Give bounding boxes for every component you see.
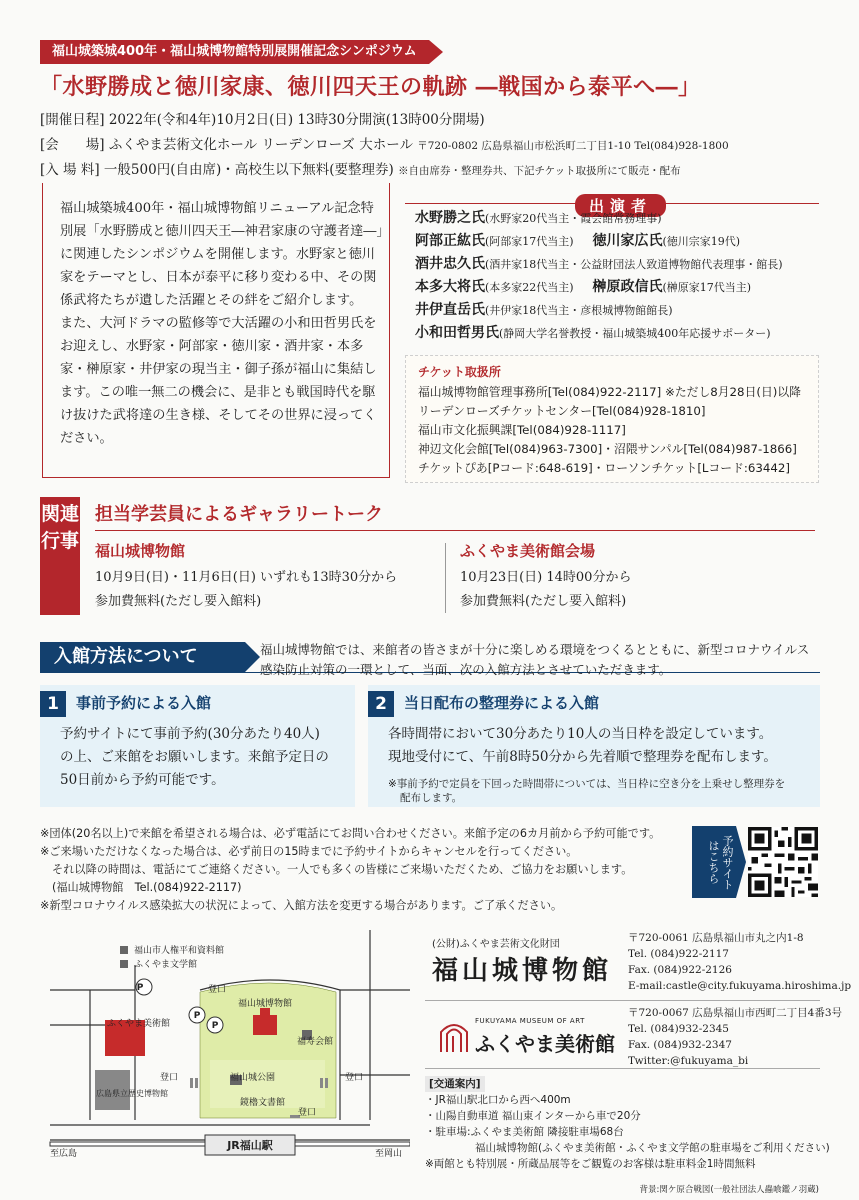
org2-address: 〒720-0067 広島県福山市西町二丁目4番3号: [628, 1007, 843, 1019]
performer-role: (酒井家18代当主・公益財団法人致道博物館代表理事・館長): [485, 258, 783, 271]
method-body: [60, 723, 329, 792]
performer-role: (榊原家17代当主): [662, 281, 752, 294]
org2-contact: [628, 1005, 842, 1069]
performer-name: 小和田哲男氏: [415, 325, 499, 341]
map-label-literature-museum: ふくやま文学館: [134, 960, 198, 970]
note-line: ※団体(20名以上)で来館を希望される場合は、必ず電話にてお問い合わせください。来館予定の6カ月前から予約可能です。: [40, 827, 661, 840]
performer-role: (静岡大学名誉教授・福山城築城400年応援サポーター): [499, 327, 771, 340]
method-note-line: 配布します。: [400, 792, 463, 804]
ticket-title: チケット取扱所: [418, 365, 501, 379]
ticket-line: 福山城博物館管理事務所[Tel(084)922-2117] ※ただし8月28日(日)以降: [418, 385, 801, 399]
performer-name: 水野勝之氏: [415, 210, 485, 226]
map-label-entrance: 登口: [208, 985, 227, 995]
gallery-column-divider: [445, 543, 446, 613]
intro-text: [60, 197, 385, 450]
map-label-peace-museum: 福山市人権平和資料館: [134, 946, 225, 956]
gallery-fee-left: 参加費無料(ただし要入館料): [95, 594, 262, 609]
ticket-line: チケットぴあ[Pコード:648-619]・ローソンチケット[Lコード:63442]: [418, 461, 791, 475]
map-label-entrance: 登口: [298, 1108, 317, 1118]
method-number: 2: [368, 691, 394, 717]
performer-line: [415, 253, 783, 273]
performers-title: 出演者: [575, 194, 666, 217]
access-line: ・駐車場:ふくやま美術館 隣接駐車場68台: [425, 1126, 624, 1138]
qr-code-icon[interactable]: [748, 827, 818, 897]
org1-tel: Tel. (084)922-2117: [628, 948, 729, 960]
method-body-line: 予約サイトにて事前予約(30分あたり40人): [60, 726, 320, 742]
performer-role: (徳川宗家19代): [662, 235, 741, 248]
related-events-label: 関連行事: [40, 497, 80, 615]
org-divider: [425, 1068, 820, 1069]
org-divider: [425, 1000, 820, 1001]
date-value: 2022年(令和4年)10月2日(日) 13時30分開演(13時00分開場): [108, 112, 485, 128]
performer-name: 酒井忠久氏: [415, 256, 485, 272]
venue-label: [会 場]: [40, 137, 105, 153]
map-label-castle-museum: 福山城博物館: [238, 999, 293, 1009]
performer-line: [415, 322, 771, 342]
performer-role: (水野家20代当主・霞会館常務理事): [485, 212, 662, 225]
notes-block: [40, 825, 690, 915]
method-body-line: 現地受付にて、午前8時50分から先着順で整理券を配布します。: [388, 749, 777, 765]
entry-description: 福山城博物館では、来館者の皆さまが十分に楽しめる環境をつくるとともに、新型コロナウイルス感染防止対策の一環として、当面、次の入館方法とさせていただきます。: [260, 642, 810, 677]
access-info: [425, 1076, 830, 1172]
access-line: ・山陽自動車道 福山東インターから車で20分: [425, 1110, 641, 1122]
performer-role: (井伊家18代当主・彦根城博物館館長): [485, 304, 673, 317]
art-museum-logo-icon: [437, 1018, 471, 1054]
performer-name: 井伊直岳氏: [415, 302, 485, 318]
gallery-venue-right: ふくやま美術館会場: [460, 542, 596, 560]
date-label: [開催日程]: [40, 112, 105, 128]
org2-name: ふくやま美術館: [475, 1032, 615, 1056]
background-credit: 背景:関ケ原合戦図(一般社団法人蟲喰鑑ノ羽蔵): [639, 1185, 819, 1195]
fee-label: [入 場 料]: [40, 162, 100, 178]
access-map: [40, 930, 410, 1170]
performer-name: 阿部正紘氏: [415, 233, 485, 249]
gallery-fee-right: 参加費無料(ただし要入館料): [460, 594, 627, 609]
access-title: [交通案内]: [425, 1076, 485, 1092]
note-line: ※ご来場いただけなくなった場合は、必ず前日の15時までに予約サイトからキャンセルを行ってください。: [40, 845, 578, 858]
map-label-parking: P: [193, 1011, 201, 1021]
access-line: 福山城博物館(ふくやま美術館・ふくやま文学館の駐車場をご利用ください): [475, 1142, 830, 1154]
gallery-talk-title: 担当学芸員によるギャラリートーク: [95, 504, 383, 525]
ticket-line: 神辺文化会館[Tel(084)963-7300]・沼隈サンパル[Tel(084)987-1866]: [418, 442, 797, 456]
performer-role: (阿部家17代当主): [485, 235, 574, 248]
access-line: ※両館とも特別展・所蔵品展等をご観覧のお客様は駐車料金1時間無料: [425, 1158, 756, 1170]
map-label-art-museum: ふくやま美術館: [107, 1019, 171, 1029]
fee-value: 一般500円(自由席)・高校生以下無料(要整理券): [103, 162, 394, 178]
venue-row: [40, 133, 729, 153]
org2-tel: Tel. (084)932-2345: [628, 1023, 729, 1035]
gallery-divider-line: [95, 530, 815, 531]
entry-method-title: 入館方法について: [40, 642, 245, 672]
method-body-line: 各時間帯において30分あたり10人の当日枠を設定しています。: [388, 726, 773, 742]
org1-email[interactable]: E-mail:castle@city.fukuyama.hiroshima.jp: [628, 980, 852, 992]
map-label-park: 福山城公園: [230, 1073, 276, 1083]
main-title: 「水野勝成と徳川家康、徳川四天王の軌跡 ―戦国から泰平へ―」: [40, 74, 701, 100]
method-box-2: [368, 685, 820, 807]
gallery-venue-left: 福山城博物館: [95, 542, 186, 560]
fee-note: ※自由席券・整理券共、下記チケット取扱所にて販売・配布: [398, 165, 681, 177]
fee-row: [40, 158, 681, 178]
org1-address: 〒720-0061 広島県福山市丸之内1-8: [628, 932, 804, 944]
method-body-line: の上、ご来館をお願いします。来館予定日の: [60, 749, 329, 765]
performer-line: [415, 230, 740, 250]
gallery-date-left: 10月9日(日)・11月6日(日) いずれも13時30分から: [95, 570, 398, 585]
performer-name: 徳川家広氏: [592, 233, 663, 249]
performer-name: 本多大将氏: [415, 279, 485, 295]
reserve-site-tab[interactable]: 予約サイトはこちら: [692, 826, 736, 898]
org2-twitter[interactable]: Twitter:@fukuyama_bi: [628, 1055, 749, 1067]
map-label-parking: P: [136, 983, 144, 993]
header-banner: 福山城築城400年・福山城博物館特別展開催記念シンポジウム: [40, 40, 429, 64]
map-label-history-museum: 広島県立歴史博物館: [96, 1089, 168, 1098]
method-body: [388, 723, 777, 769]
method-note-line: ※事前予約で定員を下回った時間帯については、当日枠に空き分を上乗せし整理券を: [388, 778, 786, 790]
org1-name: 福山城博物館: [432, 956, 613, 986]
performer-line: [415, 207, 662, 227]
performer-name: 榊原政信氏: [592, 279, 663, 295]
method-box-1: [40, 685, 355, 807]
map-label-entrance: 登口: [160, 1073, 179, 1083]
method-note: [388, 777, 785, 805]
intro-paragraph-1: 福山城築城400年・福山城博物館リニューアル記念特別展「水野勝成と徳川四天王―神君家康の守護者達―」に関連したシンポジウムを開催します。水野家と徳川家をテーマとし、日本が泰平に移り変わる中、その関係武将たちが遺した活躍とその絆をご紹介します。: [60, 201, 384, 308]
org1-contact: [628, 930, 851, 994]
date-row: [40, 108, 485, 128]
performer-line: [415, 276, 751, 296]
ticket-line: 福山市文化振興課[Tel(084)928-1117]: [418, 423, 626, 437]
map-label-kagami: 鏡櫓文書館: [240, 1098, 286, 1108]
intro-paragraph-2: また、大河ドラマの監修等で大活躍の小和田哲男氏をお迎えし、水野家・阿部家・徳川家・酒井家・本多家・榊原家・井伊家の現当主・御子孫が福山に集結します。この唯一無二の機会に、是非とも戦国時代を駆け抜けた武将達の生き様、そしてその世界に浸ってください。: [60, 316, 377, 446]
performer-line: [415, 299, 673, 319]
method-title: 当日配布の整理券による入館: [404, 694, 600, 712]
org1-subtitle: (公財)ふくやま芸術文化財団: [432, 939, 560, 950]
ticket-line: リーデンローズチケットセンター[Tel(084)928-1810]: [418, 404, 706, 418]
org2-fax: Fax. (084)932-2347: [628, 1039, 732, 1051]
note-line: (福山城博物館 Tel.(084)922-2117): [52, 881, 242, 894]
reserve-arrow-icon: [736, 826, 746, 898]
method-number: 1: [40, 691, 66, 717]
note-line: それ以降の時間は、電話にてご連絡ください。一人でも多くの皆様にご来場いただくため、ご協力をお願いします。: [52, 863, 633, 876]
org2-subtitle: FUKUYAMA MUSEUM OF ART: [475, 1017, 585, 1025]
access-line: ・JR福山駅北口から西へ400m: [425, 1094, 571, 1106]
map-label-west: 至広島: [50, 1149, 78, 1159]
map-label-station: JR福山駅: [227, 1139, 273, 1152]
gallery-date-right: 10月23日(日) 14時00分から: [460, 570, 632, 585]
performer-role: (本多家22代当主): [485, 281, 574, 294]
org1-fax: Fax. (084)922-2126: [628, 964, 732, 976]
venue-address: 〒720-0802 広島県福山市松浜町二丁目1-10 Tel(084)928-1800: [417, 140, 729, 152]
map-label-east: 至岡山: [375, 1149, 403, 1159]
venue-value: ふくやま芸術文化ホール リーデンローズ 大ホール: [108, 137, 413, 153]
map-label-entrance: 登口: [345, 1073, 364, 1083]
method-body-line: 50日前から予約可能です。: [60, 772, 225, 788]
method-title: 事前予約による入館: [76, 694, 212, 712]
note-line: ※新型コロナウイルス感染拡大の状況によって、入館方法を変更する場合があります。ご了承ください。: [40, 899, 563, 912]
map-label-fukuju: 福寿会館: [297, 1037, 334, 1047]
map-label-parking: P: [211, 1021, 219, 1031]
